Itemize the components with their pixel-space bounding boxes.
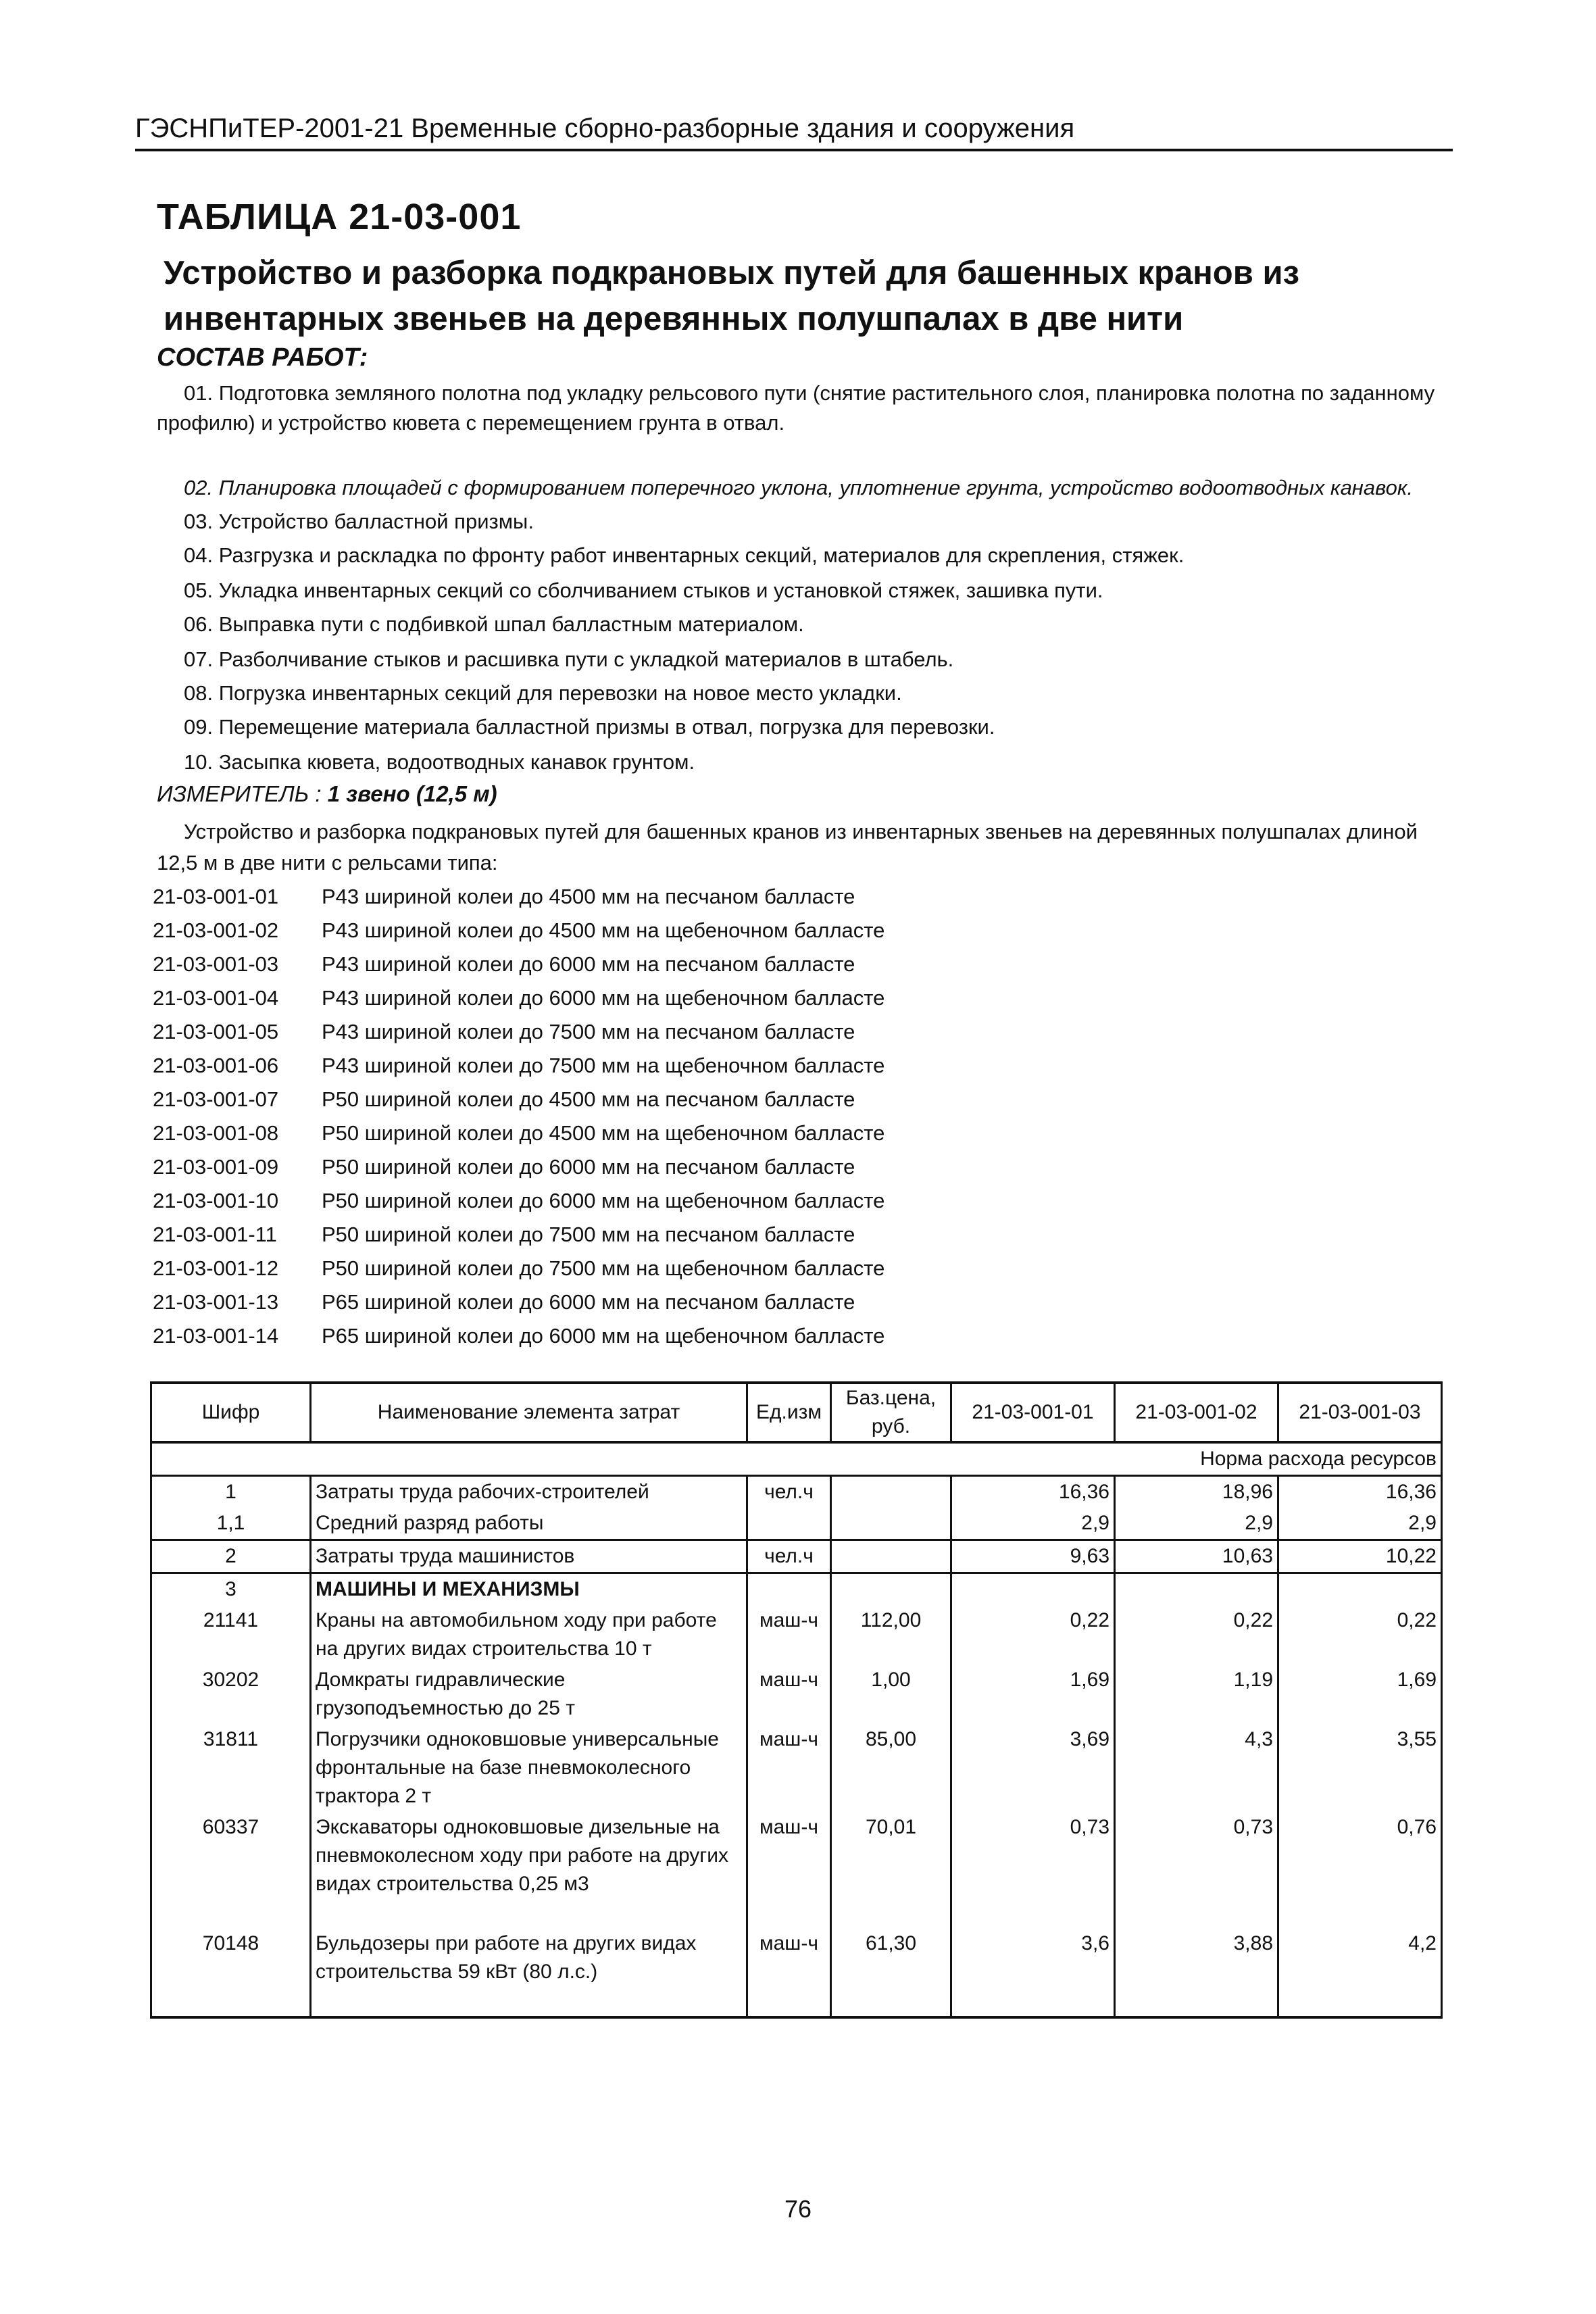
variant-code: 21-03-001-13: [153, 1290, 279, 1314]
table-row: [151, 1665, 1442, 1724]
variant-code: 21-03-001-07: [153, 1087, 279, 1111]
cell-value-02: 3,88: [1115, 1928, 1278, 2017]
variant-text: Р50 шириной колеи до 6000 мм на песчаном балласте: [322, 1155, 855, 1179]
variant-code: 21-03-001-11: [153, 1223, 277, 1246]
cell-value-03: 16,36: [1278, 1476, 1442, 1508]
cell-value-02: 4,3: [1115, 1724, 1278, 1812]
header-rule: [135, 149, 1453, 151]
cell-unit: маш-ч: [747, 1928, 831, 2017]
variant-item: [153, 981, 884, 1015]
cell-code: 60337: [151, 1812, 311, 1928]
table-row: [151, 1540, 1442, 1573]
table-row: [151, 1476, 1442, 1508]
variant-item: [153, 1184, 884, 1218]
work-item-01: 01. Подготовка земляного полотна под укладку рельсового пути (снятие растительного слоя, планировка полотна по заданному профилю) и устройство кювета с перемещением грунта в отвал.: [157, 381, 1435, 435]
variant-item: [153, 1319, 884, 1353]
cell-value-02: 0,22: [1115, 1605, 1278, 1665]
resource-table: [150, 1381, 1443, 2019]
cell-code: 70148: [151, 1928, 311, 2017]
cell-value-02: 2,9: [1115, 1508, 1278, 1540]
cell-price: [831, 1508, 951, 1540]
variant-text: Р43 шириной колеи до 7500 мм на щебеночном балласте: [322, 1054, 885, 1077]
cell-price: 85,00: [831, 1724, 951, 1812]
variant-item: [153, 1150, 884, 1184]
norm-label: Норма расхода ресурсов: [151, 1442, 1442, 1476]
cell-value-03: 0,76: [1278, 1812, 1442, 1928]
cell-value-03: 1,69: [1278, 1665, 1442, 1724]
work-item-04: 04. Разгрузка и раскладка по фронту работ инвентарных секций, материалов для скрепления, стяжек.: [184, 543, 1184, 567]
cell-name: Погрузчики одноковшовые универсальные фронтальные на базе пневмоколесного трактора 2 т: [311, 1724, 747, 1812]
work-item-06: 06. Выправка пути с подбивкой шпал балластным материалом.: [184, 612, 804, 636]
variant-item: [153, 1218, 884, 1252]
measure-value: 1 звено (12,5 м): [327, 781, 497, 806]
cell-value-01: 3,69: [951, 1724, 1115, 1812]
work-item-09: 09. Перемещение материала балластной призмы в отвал, погрузка для перевозки.: [184, 715, 995, 739]
variant-code: 21-03-001-10: [153, 1189, 279, 1212]
variant-code: 21-03-001-08: [153, 1121, 279, 1145]
cell-unit: маш-ч: [747, 1812, 831, 1928]
variants-intro: Устройство и разборка подкрановых путей для башенных кранов из инвентарных звеньев на деревянных полушпалах длиной 12,5 м в две нити с рельсами типа:: [157, 820, 1418, 875]
cell-code: 1,1: [151, 1508, 311, 1540]
cell-value-01: 0,22: [951, 1605, 1115, 1665]
variant-code: 21-03-001-06: [153, 1054, 279, 1077]
table-row: [151, 1508, 1442, 1540]
cell-price: [831, 1540, 951, 1573]
cell-value-01: 9,63: [951, 1540, 1115, 1573]
cell-value-03: 4,2: [1278, 1928, 1442, 2017]
variant-text: Р43 шириной колеи до 6000 мм на песчаном балласте: [322, 952, 855, 976]
variant-item: [153, 880, 884, 914]
variant-code: 21-03-001-09: [153, 1155, 279, 1179]
table-title: Устройство и разборка подкрановых путей для башенных кранов из инвентарных звеньев на деревянных полушпалах в две нити: [164, 255, 1299, 337]
table-header-row: [151, 1383, 1442, 1442]
variant-text: Р50 шириной колеи до 4500 мм на песчаном балласте: [322, 1087, 855, 1111]
variant-code: 21-03-001-04: [153, 986, 279, 1010]
variant-item: [153, 1116, 884, 1150]
header-col-03: 21-03-001-03: [1278, 1383, 1442, 1442]
page-number: 76: [784, 2195, 812, 2223]
variant-item: [153, 1252, 884, 1285]
cell-value-01: [951, 1573, 1115, 1606]
cell-name: Затраты труда рабочих-строителей: [311, 1476, 747, 1508]
table-code: ТАБЛИЦА 21-03-001: [157, 197, 522, 237]
variant-item: [153, 947, 884, 981]
variant-code: 21-03-001-12: [153, 1256, 279, 1280]
variant-text: Р65 шириной колеи до 6000 мм на щебеночном балласте: [322, 1324, 885, 1348]
header-price: Баз.цена, руб.: [831, 1383, 951, 1442]
cell-unit: маш-ч: [747, 1724, 831, 1812]
cell-value-02: 1,19: [1115, 1665, 1278, 1724]
cell-code: 31811: [151, 1724, 311, 1812]
variant-code: 21-03-001-02: [153, 918, 279, 942]
table-row: [151, 1724, 1442, 1812]
work-composition-label: СОСТАВ РАБОТ:: [157, 343, 368, 372]
cell-name: Домкраты гидравлические грузоподъемностью до 25 т: [311, 1665, 747, 1724]
cell-code: 1: [151, 1476, 311, 1508]
cell-code: 30202: [151, 1665, 311, 1724]
variant-text: Р43 шириной колеи до 4500 мм на щебеночном балласте: [322, 918, 885, 942]
variant-text: Р65 шириной колеи до 6000 мм на песчаном балласте: [322, 1290, 855, 1314]
work-item-07: 07. Разболчивание стыков и расшивка пути с укладкой материалов в штабель.: [184, 647, 954, 671]
cell-price: 112,00: [831, 1605, 951, 1665]
cell-price: 70,01: [831, 1812, 951, 1928]
header-col-02: 21-03-001-02: [1115, 1383, 1278, 1442]
cell-value-02: 18,96: [1115, 1476, 1278, 1508]
cell-price: 61,30: [831, 1928, 951, 2017]
work-item-05: 05. Укладка инвентарных секций со сболчиванием стыков и установкой стяжек, зашивка пути.: [184, 578, 1103, 602]
variant-item: [153, 1049, 884, 1083]
header-name: Наименование элемента затрат: [311, 1383, 747, 1442]
cell-value-03: 2,9: [1278, 1508, 1442, 1540]
header-unit: Ед.изм: [747, 1383, 831, 1442]
cell-unit: маш-ч: [747, 1665, 831, 1724]
variant-text: Р43 шириной колеи до 7500 мм на песчаном балласте: [322, 1020, 855, 1043]
cell-unit: чел.ч: [747, 1476, 831, 1508]
cell-value-01: 16,36: [951, 1476, 1115, 1508]
variant-list: [153, 880, 884, 1353]
measure-unit: [157, 781, 497, 807]
table-row: [151, 1573, 1442, 1606]
cell-name: Средний разряд работы: [311, 1508, 747, 1540]
variant-item: [153, 914, 884, 947]
cell-unit: маш-ч: [747, 1605, 831, 1665]
cell-code: 3: [151, 1573, 311, 1606]
cell-code: 2: [151, 1540, 311, 1573]
work-item-08: 08. Погрузка инвентарных секций для перевозки на новое место укладки.: [184, 681, 902, 705]
cell-value-01: 2,9: [951, 1508, 1115, 1540]
cell-price: [831, 1573, 951, 1606]
work-item-02: 02. Планировка площадей с формированием поперечного уклона, уплотнение грунта, устройство водоотводных канавок.: [184, 476, 1414, 499]
header-col-01: 21-03-001-01: [951, 1383, 1115, 1442]
cell-name: Краны на автомобильном ходу при работе на других видах строительства 10 т: [311, 1605, 747, 1665]
variant-item: [153, 1015, 884, 1049]
cell-name: Бульдозеры при работе на других видах строительства 59 кВт (80 л.с.): [311, 1928, 747, 2017]
table-row: [151, 1605, 1442, 1665]
table-row: [151, 1812, 1442, 1928]
cell-value-01: 0,73: [951, 1812, 1115, 1928]
header-code: Шифр: [151, 1383, 311, 1442]
cell-unit: [747, 1508, 831, 1540]
cell-value-03: [1278, 1573, 1442, 1606]
cell-value-02: 10,63: [1115, 1540, 1278, 1573]
cell-code: 21141: [151, 1605, 311, 1665]
variant-code: 21-03-001-01: [153, 885, 279, 908]
variant-code: 21-03-001-03: [153, 952, 279, 976]
variant-text: Р50 шириной колеи до 7500 мм на щебеночном балласте: [322, 1256, 885, 1280]
cell-name: Затраты труда машинистов: [311, 1540, 747, 1573]
variant-item: [153, 1083, 884, 1116]
cell-value-02: 0,73: [1115, 1812, 1278, 1928]
norm-label-row: [151, 1442, 1442, 1476]
work-item-03: 03. Устройство балластной призмы.: [184, 510, 534, 533]
variant-text: Р43 шириной колеи до 6000 мм на щебеночном балласте: [322, 986, 885, 1010]
cell-price: [831, 1476, 951, 1508]
cell-name: Экскаваторы одноковшовые дизельные на пневмоколесном ходу при работе на других видах строительства 0,25 м3: [311, 1812, 747, 1928]
cell-price: 1,00: [831, 1665, 951, 1724]
cell-value-01: 1,69: [951, 1665, 1115, 1724]
table-row: [151, 1928, 1442, 2017]
variant-text: Р43 шириной колеи до 4500 мм на песчаном балласте: [322, 885, 855, 908]
measure-label: ИЗМЕРИТЕЛЬ :: [157, 781, 322, 806]
variant-text: Р50 шириной колеи до 6000 мм на щебеночном балласте: [322, 1189, 885, 1212]
cell-value-01: 3,6: [951, 1928, 1115, 2017]
cell-value-02: [1115, 1573, 1278, 1606]
cell-unit: [747, 1573, 831, 1606]
cell-value-03: 10,22: [1278, 1540, 1442, 1573]
running-header: ГЭСНПиТЕР-2001-21 Временные сборно-разборные здания и сооружения: [135, 114, 1075, 143]
variant-text: Р50 шириной колеи до 4500 мм на щебеночном балласте: [322, 1121, 885, 1145]
variant-code: 21-03-001-05: [153, 1020, 279, 1043]
variant-text: Р50 шириной колеи до 7500 мм на песчаном балласте: [322, 1223, 855, 1246]
variant-code: 21-03-001-14: [153, 1324, 279, 1348]
cell-name: МАШИНЫ И МЕХАНИЗМЫ: [311, 1573, 747, 1606]
cell-unit: чел.ч: [747, 1540, 831, 1573]
cell-value-03: 0,22: [1278, 1605, 1442, 1665]
work-item-10: 10. Засыпка кювета, водоотводных канавок грунтом.: [184, 750, 695, 774]
cell-value-03: 3,55: [1278, 1724, 1442, 1812]
variant-item: [153, 1285, 884, 1319]
